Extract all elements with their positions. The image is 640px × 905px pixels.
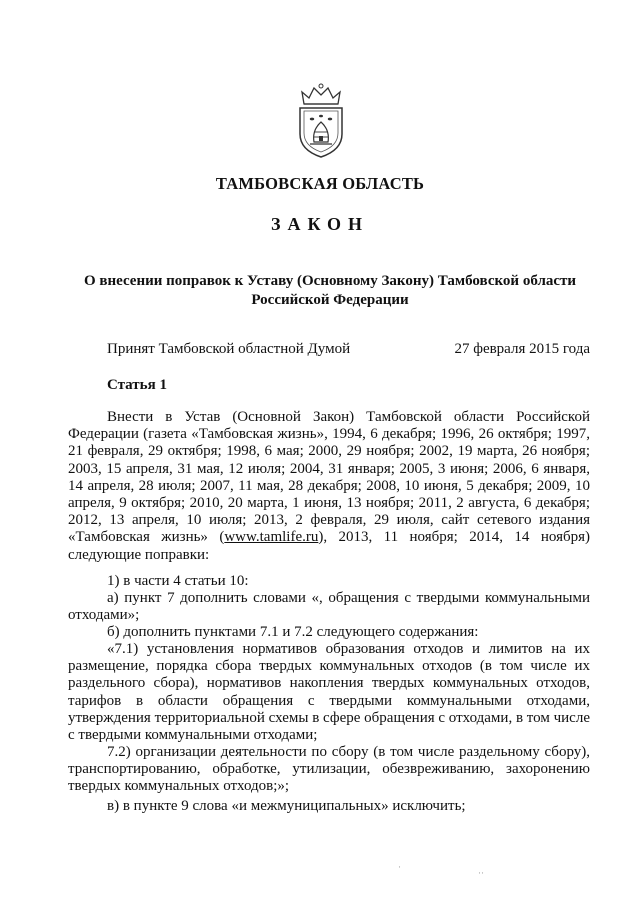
- scan-artifact: ··: [478, 868, 484, 878]
- amendment-item-7-2: 7.2) организации деятельности по сбору (в том числе раздельному сбору), транспортированию, обработке, утилизации, обезвреживанию, захоронению твердых коммунальных отходов;»;: [68, 744, 590, 795]
- law-title: [70, 272, 590, 310]
- adoption-date: 27 февраля 2015 года: [454, 341, 590, 357]
- article-heading: Статья 1: [107, 377, 167, 393]
- amendment-item-1: 1) в части 4 статьи 10:: [107, 573, 249, 589]
- amendment-item-c: в) в пункте 9 слова «и межмуниципальных» исключить;: [107, 798, 466, 814]
- intro-text-part2: ), 2013, 11 ноября; 2014, 14 ноября) следующие поправки:: [68, 529, 590, 563]
- scan-artifact: ·: [398, 862, 401, 872]
- region-heading: ТАМБОВСКАЯ ОБЛАСТЬ: [215, 174, 425, 193]
- article-intro: [68, 409, 590, 564]
- document-type-heading: ЗАКОН: [270, 214, 370, 234]
- intro-text-part1: Внести в Устав (Основной Закон) Тамбовской области Российской Федерации (газета «Тамбовская жизнь», 1994, 6 декабря; 1996, 26 октября; 1997, 21 февраля, 29 октября; 1998, 6 мая; 2000, 29 ноября; 2002, 19 марта, 26 ноября; 2003, 15 апреля, 31 мая, 12 июля; 2004, 31 января; 2005, 3 июня; 2006, 6 января, 14 апреля, 28 июля; 2007, 11 мая, 28 декабря; 2008, 10 июня, 5 декабря; 2009, 10 апреля, 9 октября; 2010, 20 марта, 1 июня, 13 ноября; 2011, 2 августа, 6 декабря; 2012, 13 апреля, 10 июля; 2013, 2 февраля, 29 июля, сайт сетевого издания «Тамбовская жизнь» (: [68, 409, 590, 546]
- amendment-item-b: б) дополнить пунктами 7.1 и 7.2 следующего содержания:: [107, 624, 479, 640]
- amendment-item-7-1: «7.1) установления нормативов образования отходов и лимитов на их размещение, порядка сбора твердых коммунальных отходов (в том числе их раздельного сбора), нормативов накопления твердых коммунальных отходов, тарифов в области обращения с твердыми коммунальными отходами, утверждения территориальной схемы в сфере обращения с отходами, в том числе с твердыми коммунальными отходами;: [68, 641, 590, 744]
- amendment-item-a: а) пункт 7 дополнить словами «, обращения с твердыми коммунальными отходами»;: [68, 590, 590, 624]
- tambov-coat-of-arms-icon: [292, 82, 350, 160]
- law-title-line-2: Российской Федерации: [251, 292, 409, 308]
- tamlife-link[interactable]: www.tamlife.ru: [224, 529, 319, 546]
- adopted-by: Принят Тамбовской областной Думой: [107, 341, 351, 357]
- law-title-line-1: О внесении поправок к Уставу (Основному Закону) Тамбовской области: [83, 273, 577, 289]
